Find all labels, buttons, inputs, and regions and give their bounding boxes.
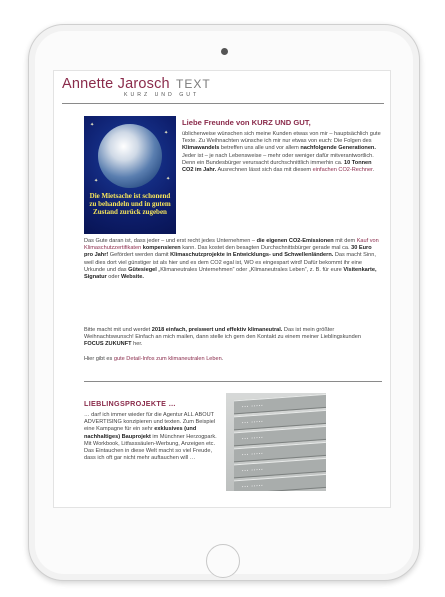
intro-paragraph-3: Bitte macht mit und werdet 2018 einfach, preiswert und effektiv klimaneutral. Das ist mein größter Weihnachtswunsch! Einfach an mich mailen, dann stelle ich gern den Kontakt zu einem meiner Lieblingskunden FOCUS ZUKUNFT her. [84, 327, 361, 348]
book-spine: ▪▪▪ ▪▪▪▪▪ [242, 435, 264, 441]
newsletter-screen [53, 70, 391, 508]
star-icon: ✦ [164, 130, 169, 136]
book-spine: ▪▪▪ ▪▪▪▪▪ [242, 467, 264, 473]
star-icon: ✦ [90, 122, 95, 128]
star-icon: ✦ [94, 178, 99, 184]
earth-poster-image [84, 116, 176, 234]
book-spine: ▪▪▪ ▪▪▪▪▪ [242, 403, 264, 409]
globe-icon [98, 124, 162, 188]
logo[interactable] [62, 76, 372, 98]
projects-paragraph: … darf ich immer wieder für die Agentur ALL ABOUT ADVERTISING konzipieren und texten. Zum Beispiel eine Kampagne für ein sehr exklusives (und nachhaltiges) Bauprojekt im Münchner Herzogpark. Mit Workbook, Litfasssäulen-Werbung, Anzeigen etc. Das Eintauchen in diese Welt macht so viel Freude, dass ich oft gar nicht mehr auftauchen will … [84, 412, 217, 462]
intro-paragraph-4: Hier gibt es gute Detail-Infos zum klimaneutralen Leben. [84, 356, 224, 362]
star-icon: ✦ [166, 176, 171, 182]
book-spine: ▪▪▪ ▪▪▪▪▪ [242, 419, 264, 425]
book-spine: ▪▪▪ ▪▪▪▪▪ [242, 451, 264, 457]
logo-suffix: TEXT [176, 77, 211, 91]
detail-info-link[interactable]: gute Detail-Infos zum klimaneutralen Leben [113, 356, 222, 362]
logo-name: Annette Jarosch [62, 76, 170, 92]
section-divider [84, 381, 382, 382]
certificates-link[interactable]: Kauf von Klimaschutzzertifikaten [84, 238, 379, 252]
home-button[interactable] [206, 544, 240, 578]
intro-paragraph-2: Das Gute daran ist, dass jeder – und erst recht jedes Unternehmen – die eigenen CO2-Emissionen mit dem Kauf von Klimaschutzzertifikaten kompensieren kann. Das kostet den besagten Durchschnittsbürger gerade mal ca. 30 Euro pro Jahr! Gefördert werden damit Klimaschutzprojekte in Entwicklungs- und Schwellenländern. Das macht Sinn, weil dies dort viel günstiger ist als hier und es dem CO2 egal ist, WO es eingespart wird! Dafür bekommt ihr eine Urkunde und das Gütesiegel „Klimaneutrales Unternehmen“ oder „Klimaneutrales Leben“, z. B. für eure Visitenkarte, Signatur oder Website. [84, 238, 379, 281]
workbooks-stack-image [226, 393, 326, 491]
header-divider [62, 103, 384, 104]
book-spine: ▪▪▪ ▪▪▪▪▪ [242, 483, 264, 489]
intro-heading: Liebe Freunde von KURZ UND GUT, [182, 118, 311, 127]
co2-calculator-link[interactable]: einfachen CO2-Rechner [312, 167, 373, 174]
projects-heading: LIEBLINGSPROJEKTE … [84, 399, 176, 408]
intro-paragraph-1: üblicherweise wünschen sich meine Kunden etwas von mir – hauptsächlich gute Texte. Zu Weihnachten wünsche ich mir nur etwas von euch: Die Folgen des Klimawandels betreffen uns alle und vor allem nachfolgende Generationen. Jeder ist – je nach Lebensweise – mehr oder weniger dafür mitverantwortlich. Denn ein Bundesbürger verursacht durchschnittlich immerhin ca. 10 Tonnen CO2 im Jahr. Ausrechnen lässt sich das mit diesem einfachen CO2-Rechner. [182, 131, 381, 174]
camera-icon [221, 48, 228, 55]
logo-tagline: KURZ UND GUT [124, 92, 200, 98]
poster-caption: Die Mietsache ist schonend zu behandeln und in gutem Zustand zurück zugeben [89, 192, 171, 216]
